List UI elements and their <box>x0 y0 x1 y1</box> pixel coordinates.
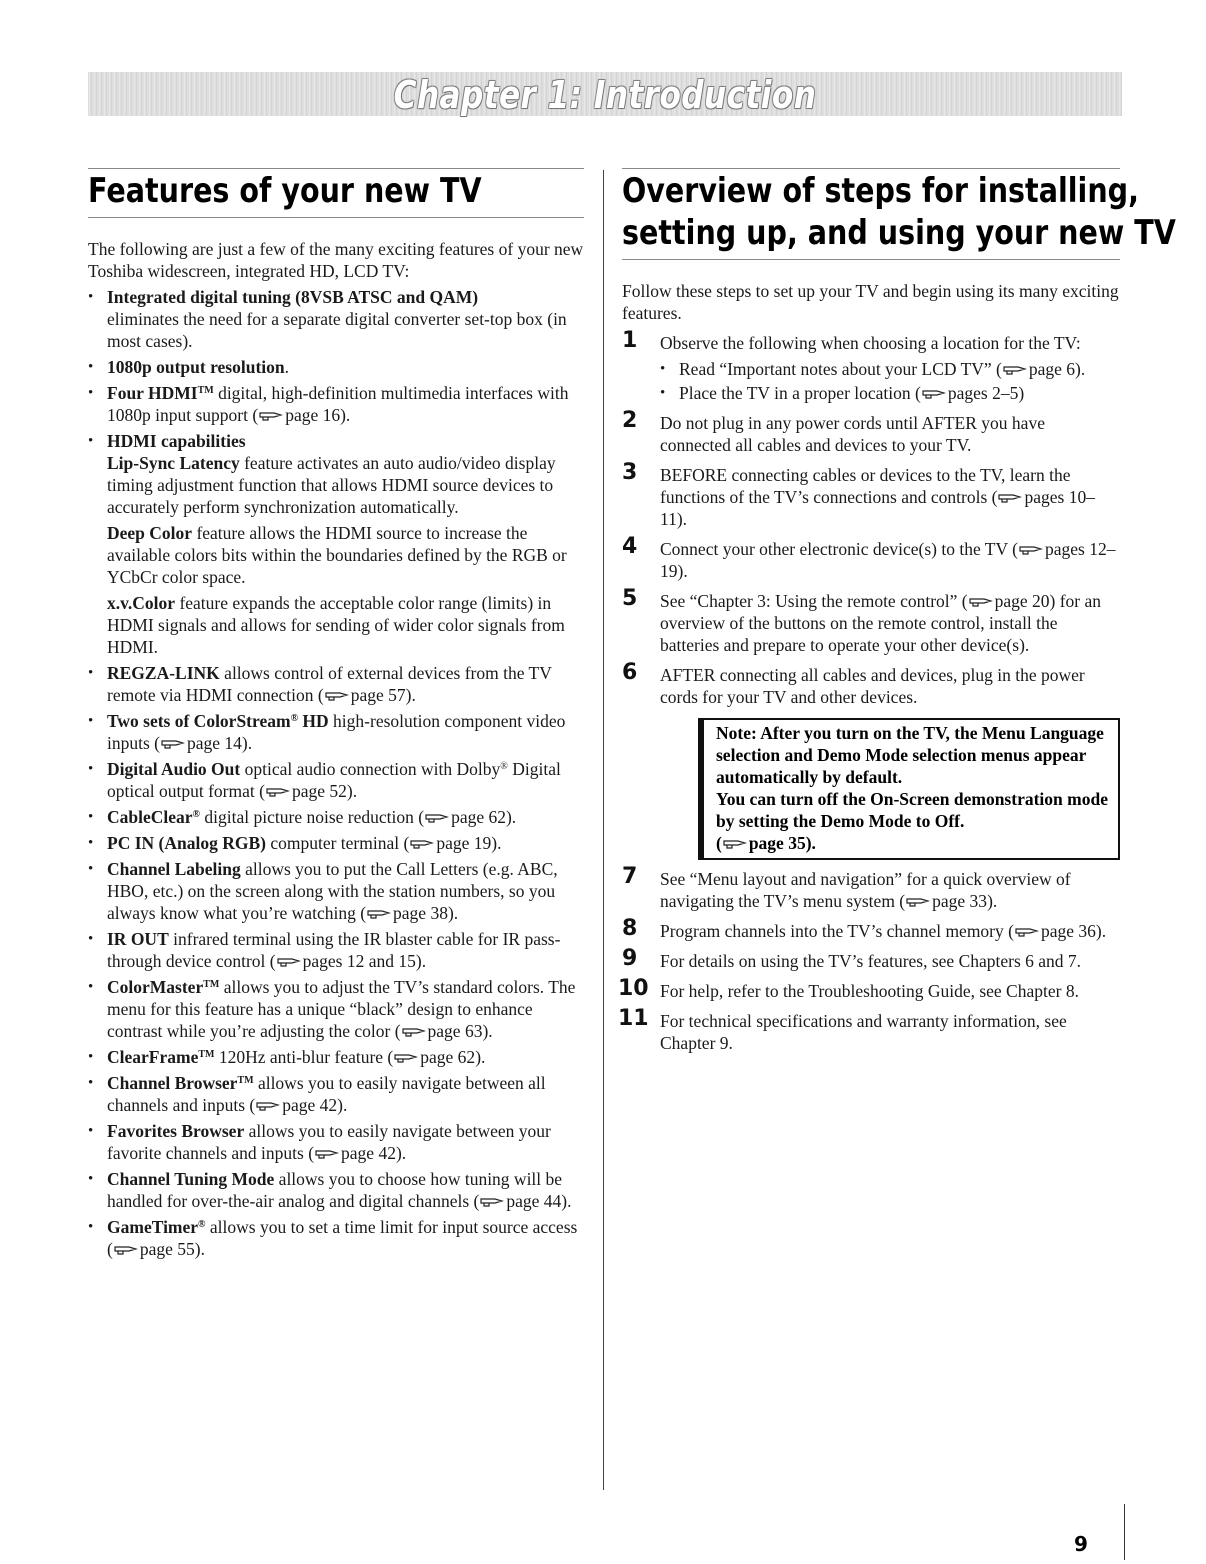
pointing-hand-icon <box>480 1195 504 1207</box>
page-reference: page 16 <box>285 405 341 425</box>
feature-description: digital, high-definition multimedia interfaces with 1080p input support ( <box>107 383 569 425</box>
step-number: 8 <box>622 916 638 941</box>
feature-item <box>88 356 584 378</box>
item-text: ). <box>475 1047 486 1067</box>
overview-intro: Follow these steps to set up your TV and begin using its many exciting features. <box>622 281 1119 323</box>
feature-item <box>88 858 584 924</box>
feature-name: GameTimer <box>107 1217 199 1237</box>
feature-name: Channel Browser <box>107 1073 238 1093</box>
trademark-mark: ® <box>192 809 201 820</box>
pointing-hand-icon <box>402 1025 426 1037</box>
overview-section <box>618 168 1176 1054</box>
feature-name: CableClear <box>107 807 193 827</box>
subfeature-name: Deep Color <box>107 523 193 543</box>
section-top-rule <box>88 168 584 169</box>
feature-subparagraph <box>107 522 584 588</box>
pointing-hand-icon <box>256 1099 280 1111</box>
item-text: ). <box>676 509 688 529</box>
step-text: See “Menu layout and navigation” for a quick overview of navigating the TV’s menu system ( <box>660 869 1071 911</box>
subfeature-name: Lip-Sync Latency <box>107 453 240 473</box>
section-top-rule <box>622 168 1120 169</box>
pointing-hand-icon <box>1015 925 1039 937</box>
step-item <box>622 946 1120 972</box>
feature-description: allows you to adjust the TV’s standard colors. The menu for this feature has a unique “black” design to enhance contrast while you’re adjusting the color ( <box>107 977 576 1041</box>
step-subitem-text: Place the TV in a proper location ( <box>679 383 921 403</box>
pointing-hand-icon <box>922 387 946 399</box>
page-reference: page 63 <box>427 1021 483 1041</box>
feature-name: PC IN (Analog RGB) <box>107 833 266 853</box>
demo-mode-note <box>698 718 1120 860</box>
feature-description: allows you to put the Call Letters (e.g. ABC, HBO, etc.) on the screen along with the station numbers, so you always know what you’re watching ( <box>107 859 558 923</box>
step-number: 6 <box>622 660 638 685</box>
step-text: Program channels into the TV’s channel memory ( <box>660 921 1014 941</box>
subfeature-name: x.v.Color <box>107 593 176 613</box>
step-text: Do not plug in any power cords until AFTER you have connected all cables and devices to your TV. <box>660 413 1045 455</box>
step-item <box>622 916 1120 942</box>
chapter-banner <box>88 72 1122 116</box>
subfeature-description: feature allows the HDMI source to increase the available colors bits within the boundaries defined by the RGB or YCbCr color space. <box>107 523 567 587</box>
pointing-hand-icon <box>315 1147 339 1159</box>
trademark-mark: TM <box>203 979 220 990</box>
pointing-hand-icon <box>161 737 185 749</box>
page-reference: pages 12 and 15 <box>302 951 416 971</box>
feature-subparagraph <box>107 452 584 518</box>
step-number: 3 <box>622 460 638 485</box>
feature-description: infrared terminal using the IR blaster cable for IR pass-through device control ( <box>107 929 561 971</box>
pointing-hand-icon <box>394 1051 418 1063</box>
page-reference: page 55 <box>139 1239 195 1259</box>
feature-name: Favorites Browser <box>107 1121 245 1141</box>
feature-description: Digital optical output format ( <box>107 759 561 801</box>
step-number: 7 <box>622 864 638 889</box>
subfeature-description: feature activates an auto audio/video display timing adjustment function that allows HDMI source devices to accurately perform synchronization automatically. <box>107 453 556 517</box>
page-reference: pages 2–5 <box>947 383 1019 403</box>
trademark-mark: TM <box>237 1075 254 1086</box>
feature-item <box>88 1120 584 1164</box>
item-text: ). <box>482 1021 493 1041</box>
feature-name: Digital Audio Out <box>107 759 241 779</box>
feature-description: allows you to set a time limit for input source access ( <box>107 1217 578 1259</box>
page-number: 9 <box>1074 1532 1088 1556</box>
step-item <box>622 328 1120 404</box>
overview-title-line1: Overview of steps for installing, <box>622 171 1139 211</box>
item-text: ). <box>805 833 816 853</box>
step-text: BEFORE connecting cables or devices to the TV, learn the functions of the TV’s connections and controls ( <box>660 465 1071 507</box>
feature-name: 1080p output resolution <box>107 357 285 377</box>
subfeature-description: feature expands the acceptable color range (limits) in HDMI signals and allows for sending of wider color signals from HDMI. <box>107 593 565 657</box>
step-subitem <box>660 382 1120 404</box>
step-item <box>622 660 1120 708</box>
trademark-mark: TM <box>197 385 214 396</box>
features-intro: The following are just a few of the many exciting features of your new Toshiba widescreen, integrated HD, LCD TV: <box>88 239 584 281</box>
note-reference: ( page 35). <box>716 833 816 853</box>
feature-item <box>88 928 584 972</box>
feature-item <box>88 430 584 658</box>
feature-description: eliminates the need for a separate digital converter set-top box (in most cases). <box>107 309 567 351</box>
step-text: For help, refer to the Troubleshooting Guide, see Chapter 8. <box>660 981 1079 1001</box>
feature-item <box>88 286 584 352</box>
step-number: 10 <box>618 976 649 1001</box>
step-number: 11 <box>618 1006 649 1031</box>
step-text: For technical specifications and warranty information, see Chapter 9. <box>660 1011 1067 1053</box>
features-list <box>88 286 584 1260</box>
column-divider <box>603 170 604 1490</box>
item-text: ) <box>1018 383 1025 403</box>
page-reference: page 57 <box>350 685 406 705</box>
step-item <box>622 864 1120 912</box>
step-number: 2 <box>622 408 638 433</box>
step-item <box>618 976 1120 1002</box>
page-reference: page 33 <box>932 891 988 911</box>
pointing-hand-icon <box>906 895 930 907</box>
step-subitem-text: Read “Important notes about your LCD TV” ( <box>679 359 1002 379</box>
pointing-hand-icon <box>114 1243 138 1255</box>
trademark-mark: TM <box>198 1049 215 1060</box>
feature-item <box>88 662 584 706</box>
feature-description: allows you to easily navigate between all channels and inputs ( <box>107 1073 546 1115</box>
pointing-hand-icon <box>277 955 301 967</box>
page-reference: pages 10–11 <box>660 487 1095 529</box>
step-number: 5 <box>622 586 638 611</box>
item-text: ). <box>491 833 502 853</box>
feature-item <box>88 1046 584 1068</box>
chapter-title: Chapter 1: Introduction <box>393 73 817 117</box>
item-text: ). <box>1095 921 1107 941</box>
feature-name: ClearFrame <box>107 1047 199 1067</box>
pointing-hand-icon <box>367 907 391 919</box>
page-reference: page 42 <box>282 1095 338 1115</box>
pointing-hand-icon <box>410 837 434 849</box>
feature-item <box>88 1168 584 1212</box>
item-text: ). <box>241 733 253 753</box>
feature-description: allows control of external devices from the TV remote via HDMI connection ( <box>107 663 552 705</box>
section-bottom-rule <box>88 217 584 218</box>
trademark-mark: ® <box>500 761 508 772</box>
item-text: ) for an overview of the buttons on the remote control, install the batteries and prepare to operate your other device(s). <box>660 591 1102 655</box>
step-sublist <box>660 358 1120 404</box>
feature-item <box>88 758 584 802</box>
step-number: 1 <box>622 328 638 353</box>
item-text: ). <box>677 561 688 581</box>
step-item <box>622 586 1120 656</box>
pointing-hand-icon <box>998 491 1022 503</box>
pointing-hand-icon <box>1003 363 1027 375</box>
step-text: For details on using the TV’s features, see Chapters 6 and 7. <box>660 951 1082 971</box>
step-item <box>622 408 1120 456</box>
overview-title-line2: setting up, and using your new TV <box>622 213 1176 253</box>
feature-name: Channel Tuning Mode <box>107 1169 275 1189</box>
page-reference: page 44 <box>506 1191 562 1211</box>
item-text: ). <box>405 685 416 705</box>
step-number: 9 <box>622 946 638 971</box>
features-section <box>88 168 584 1260</box>
page-reference: pages 12–19 <box>660 539 1116 581</box>
pointing-hand-icon <box>259 409 283 421</box>
trademark-mark: ® <box>198 1219 206 1230</box>
pointing-hand-icon <box>325 689 349 701</box>
item-text: ). <box>987 891 998 911</box>
feature-subparagraph <box>107 592 584 658</box>
page-reference: page 52 <box>291 781 347 801</box>
item-text: ). <box>395 1143 407 1163</box>
item-text: ). <box>561 1191 572 1211</box>
step-text: See “Chapter 3: Using the remote control” ( <box>660 591 968 611</box>
feature-description: digital picture noise reduction ( <box>200 807 425 827</box>
feature-description: optical audio connection with Dolby <box>240 759 501 779</box>
feature-item <box>88 832 584 854</box>
pointing-hand-icon <box>969 595 993 607</box>
features-title: Features of your new TV <box>88 171 482 211</box>
step-item <box>622 460 1120 530</box>
step-text: AFTER connecting all cables and devices, plug in the power cords for your TV and other devices. <box>660 665 1085 707</box>
page-reference: page 42 <box>341 1143 396 1163</box>
pointing-hand-icon <box>723 837 747 849</box>
section-bottom-rule <box>622 259 1120 260</box>
steps-list <box>618 328 1120 1054</box>
feature-name-suffix: HD <box>298 711 329 731</box>
feature-name: Two sets of ColorStream <box>107 711 291 731</box>
feature-description: . <box>284 357 290 377</box>
feature-description: allows you to easily navigate between your favorite channels and inputs ( <box>107 1121 551 1163</box>
feature-item <box>88 976 584 1042</box>
feature-item <box>88 1216 584 1260</box>
note-container <box>622 718 1120 860</box>
note-line: Note: After you turn on the TV, the Menu Language selection and Demo Mode selection menus appear automatically by default. <box>716 723 1104 787</box>
feature-name: REGZA-LINK <box>107 663 220 683</box>
pointing-hand-icon <box>425 811 449 823</box>
feature-name: Channel Labeling <box>107 859 241 879</box>
feature-item <box>88 382 584 426</box>
item-text: ). <box>194 1239 205 1259</box>
page-reference: page 62 <box>420 1047 476 1067</box>
step-text: Observe the following when choosing a location for the TV: <box>660 333 1081 353</box>
item-text: ). <box>337 1095 348 1115</box>
pointing-hand-icon <box>266 785 290 797</box>
feature-item <box>88 710 584 754</box>
page-reference: page 20 <box>994 591 1050 611</box>
feature-name: HDMI capabilities <box>107 431 246 451</box>
note-line: You can turn off the On-Screen demonstration mode by setting the Demo Mode to Off. <box>716 789 1108 831</box>
step-subitem <box>660 358 1120 380</box>
feature-description: high-resolution component video inputs ( <box>107 711 566 753</box>
feature-item <box>88 806 584 828</box>
page-reference: page 14 <box>187 733 242 753</box>
feature-description: allows you to choose how tuning will be handled for over-the-air analog and digital channels ( <box>107 1169 563 1211</box>
feature-name: Four HDMI <box>107 383 198 403</box>
pointing-hand-icon <box>1019 543 1043 555</box>
page-reference: page 6 <box>1028 359 1076 379</box>
step-text: Connect your other electronic device(s) to the TV ( <box>660 539 1018 559</box>
page-number-rule <box>1124 1504 1125 1560</box>
item-text: ). <box>415 951 427 971</box>
page-reference: page 38 <box>393 903 448 923</box>
page-reference: page 62 <box>451 807 506 827</box>
feature-name: IR OUT <box>107 929 169 949</box>
item-text: ). <box>447 903 459 923</box>
feature-description: computer terminal ( <box>265 833 410 853</box>
page-reference: page 36 <box>1040 921 1096 941</box>
page-reference: page 35 <box>748 833 806 853</box>
feature-item <box>88 1072 584 1116</box>
item-text: ). <box>505 807 517 827</box>
item-text: ). <box>1075 359 1086 379</box>
step-item <box>622 534 1120 582</box>
step-item <box>618 1006 1120 1054</box>
feature-name: Integrated digital tuning (8VSB ATSC and QAM) <box>107 287 479 307</box>
item-text: ). <box>340 405 351 425</box>
item-text: ). <box>346 781 358 801</box>
trademark-mark: ® <box>290 713 299 724</box>
step-number: 4 <box>622 534 638 559</box>
page-reference: page 19 <box>436 833 492 853</box>
feature-name: ColorMaster <box>107 977 204 997</box>
feature-description: 120Hz anti-blur feature ( <box>214 1047 394 1067</box>
